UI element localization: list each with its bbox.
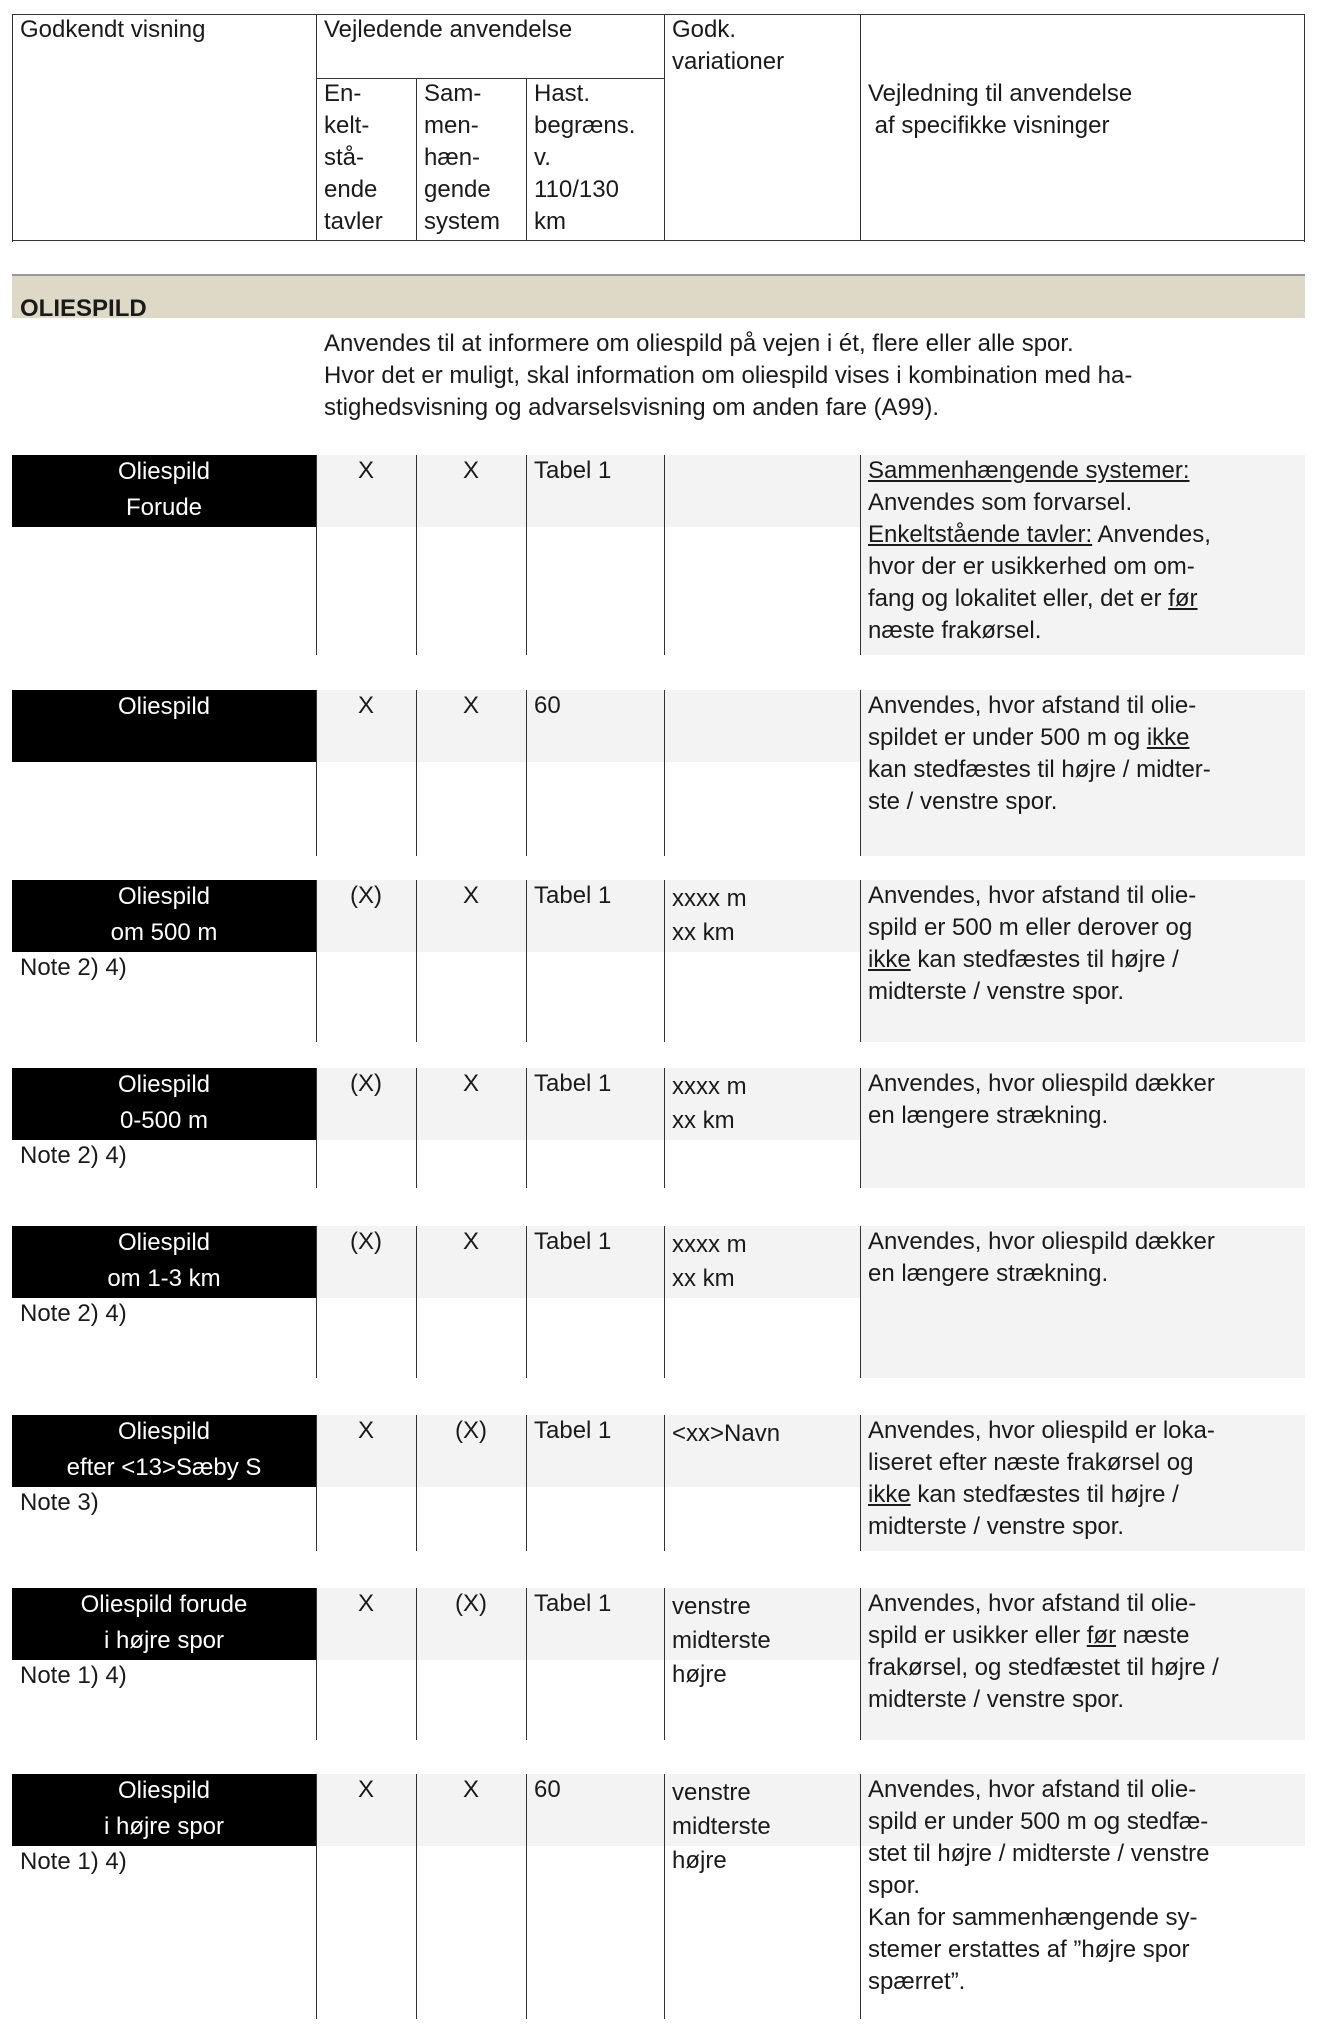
speed-value: Tabel 1 xyxy=(534,1417,612,1444)
guidance-text: Anvendes, hvor oliespild er loka- liseret efter næste frakørsel og ikke kan stedfæstes til højre / midterste / venstre spor. xyxy=(868,1417,1215,1540)
section-intro: Anvendes til at informere om oliespild på vejen i ét, flere eller alle spor. Hvor det er muligt, skal information om oliespild vises i kombination med ha- stighedsvisning og advarselsvisning om anden fare (A99). xyxy=(324,330,1133,421)
sign-display-line: 0-500 m xyxy=(119,1107,209,1134)
single-sign-value: X xyxy=(357,1417,374,1444)
table-row xyxy=(12,1415,1305,1551)
system-value: (X) xyxy=(455,1590,487,1617)
speed-value: 60 xyxy=(534,1776,561,1803)
sign-display-line: Oliespild xyxy=(117,1071,211,1098)
variations: venstre midterste højre xyxy=(672,1593,771,1688)
header-approved-display: Godkendt visning xyxy=(20,16,206,43)
variations: xxxx m xx km xyxy=(672,1073,747,1134)
header-guidance: Vejledning til anvendelse af specifikke visninger xyxy=(868,80,1133,139)
guidance-text: Sammenhængende systemer: Anvendes som forvarsel. Enkeltstående tavler: Anvendes, hvor der er usikkerhed om om- fang og lokalitet eller, det er før næste frakørsel. xyxy=(868,457,1211,644)
table-row xyxy=(12,1588,1305,1740)
single-sign-value: X xyxy=(357,1590,374,1617)
subheader-speed-limit: Hast. begræns. v. 110/130 km xyxy=(534,80,636,235)
single-sign-value: X xyxy=(357,1776,374,1803)
sign-display-line: Forude xyxy=(125,494,203,521)
variations: xxxx m xx km xyxy=(672,1231,747,1292)
speed-value: Tabel 1 xyxy=(534,882,612,909)
guidance-text: Anvendes, hvor afstand til olie- spild er under 500 m og stedfæ- stet til højre / midterste / venstre spor. Kan for sammenhængende sy- stemer erstattes af ”højre spor spærret”. xyxy=(868,1776,1210,1995)
table-row xyxy=(12,1068,1305,1188)
note-ref: Note 2) 4) xyxy=(20,1300,127,1327)
sign-display-line: om 500 m xyxy=(110,919,218,946)
note-ref: Note 3) xyxy=(20,1489,99,1516)
table-row xyxy=(12,880,1305,1042)
guidance-text: Anvendes, hvor oliespild dækker en længere strækning. xyxy=(868,1070,1215,1129)
sign-display-line: Oliespild xyxy=(117,1777,211,1804)
system-value: X xyxy=(462,1776,479,1803)
speed-value: Tabel 1 xyxy=(534,457,612,484)
sign-display-line: Oliespild xyxy=(117,1229,211,1256)
document-page xyxy=(12,14,1305,2019)
sign-display-line: om 1-3 km xyxy=(107,1265,221,1292)
sign-display-line: Oliespild xyxy=(117,693,211,720)
subheader-connected-system: Sam- men- hæn- gende system xyxy=(424,80,501,235)
guidance-text: Anvendes, hvor oliespild dækker en længere strækning. xyxy=(868,1228,1215,1287)
variations: <xx>Navn xyxy=(672,1420,781,1447)
table-row xyxy=(12,690,1305,856)
system-value: X xyxy=(462,457,479,484)
sign-display-line: i højre spor xyxy=(103,1627,225,1654)
speed-value: Tabel 1 xyxy=(534,1070,612,1097)
speed-value: 60 xyxy=(534,692,561,719)
header-guided-use: Vejledende anvendelse xyxy=(324,16,573,43)
sign-display-line: i højre spor xyxy=(103,1813,225,1840)
system-value: X xyxy=(462,882,479,909)
table-right-border xyxy=(1304,14,1305,242)
speed-value: Tabel 1 xyxy=(534,1228,612,1255)
system-value: X xyxy=(462,1070,479,1097)
note-ref: Note 2) 4) xyxy=(20,1142,127,1169)
sign-display-line: efter <13>Sæby S xyxy=(66,1454,262,1481)
note-ref: Note 1) 4) xyxy=(20,1662,127,1689)
single-sign-value: (X) xyxy=(350,1228,382,1255)
note-ref: Note 1) 4) xyxy=(20,1848,127,1875)
sign-display-line: Oliespild xyxy=(117,1418,211,1445)
subheader-single-signs: En- kelt- stå- ende tavler xyxy=(324,80,383,235)
table-row xyxy=(12,1226,1305,1378)
table-left-border xyxy=(12,14,13,242)
sign-display-line: Oliespild xyxy=(117,458,211,485)
header-variations: Godk. variationer xyxy=(672,16,785,75)
single-sign-value: X xyxy=(357,457,374,484)
system-value: X xyxy=(462,692,479,719)
speed-value: Tabel 1 xyxy=(534,1590,612,1617)
table-row xyxy=(12,1774,1305,2019)
section-band xyxy=(12,276,1305,318)
guidance-text: Anvendes, hvor afstand til olie- spildet er under 500 m og ikke kan stedfæstes til højre / midter- ste / venstre spor. xyxy=(868,692,1211,815)
sign-display-line: Oliespild xyxy=(117,883,211,910)
variations: xxxx m xx km xyxy=(672,885,747,946)
guidance-text: Anvendes, hvor afstand til olie- spild er 500 m eller derover og ikke kan stedfæstes til højre / midterste / venstre spor. xyxy=(868,882,1197,1005)
single-sign-value: (X) xyxy=(350,882,382,909)
system-value: (X) xyxy=(455,1417,487,1444)
section-title: OLIESPILD xyxy=(20,295,147,322)
single-sign-value: (X) xyxy=(350,1070,382,1097)
sign-display-line: Oliespild forude xyxy=(80,1591,248,1618)
guidance-text: Anvendes, hvor afstand til olie- spild er usikker eller før næste frakørsel, og stedfæstet til højre / midterste / venstre spor. xyxy=(868,1590,1219,1713)
variations: venstre midterste højre xyxy=(672,1779,771,1874)
note-ref: Note 2) 4) xyxy=(20,954,127,981)
system-value: X xyxy=(462,1228,479,1255)
single-sign-value: X xyxy=(357,692,374,719)
table-row xyxy=(12,455,1305,655)
